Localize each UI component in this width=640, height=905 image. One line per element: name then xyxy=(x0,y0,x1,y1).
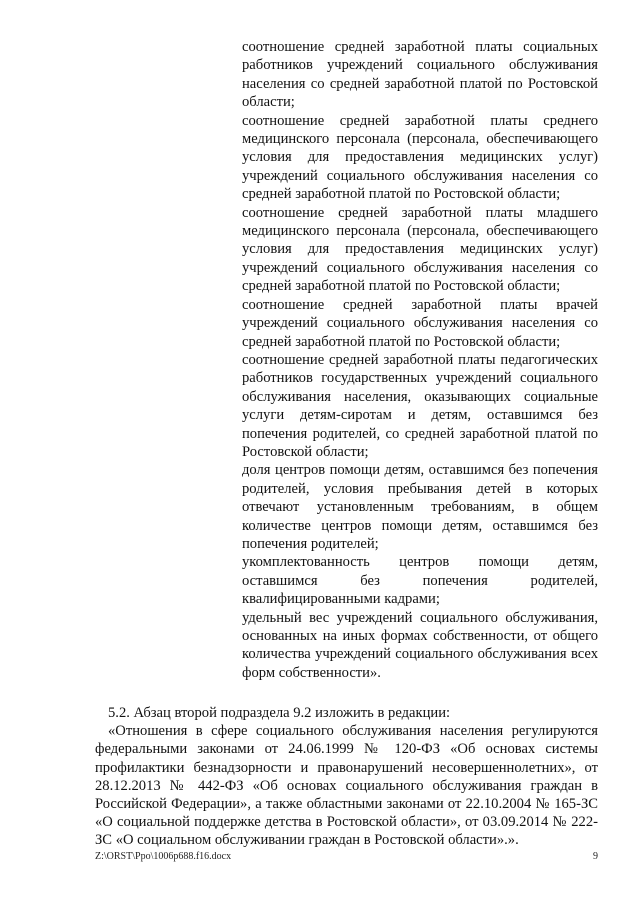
section-heading: 5.2. Абзац второй подраздела 9.2 изложить в редакции: xyxy=(108,705,451,721)
section-5-2 xyxy=(95,704,598,850)
indicator-item-staffing: укомплектованность центров помощи детям, оставшимся без попечения родителей, квалифицированными кадрами; xyxy=(242,554,598,608)
indicator-item-pedagogical: соотношение средней заработной платы педагогических работников государственных учреждений социального обслуживания населения, оказывающих социальные услуги детям-сиротам и детям, оставшимся без попечения родителей, со средней заработной платой по Ростовской области; xyxy=(242,351,598,460)
indicator-list xyxy=(242,38,598,682)
indicator-item-social-workers: соотношение средней заработной платы социальных работников учреждений социального обслуживания населения со средней заработной платой по Ростовской области; xyxy=(242,39,598,111)
indicator-item-ownership-share: удельный вес учреждений социального обслуживания, основанных на иных формах собственности, от общего количества учреждений социального обслуживания всех форм собственности». xyxy=(242,609,598,681)
footer-file-path: Z:\ORST\Ppo\1006p688.f16.docx xyxy=(95,851,232,862)
indicator-item-doctors: соотношение средней заработной платы врачей учреждений социального обслуживания населения со средней заработной платой по Ростовской области; xyxy=(242,296,598,350)
indicator-item-centers-share: доля центров помощи детям, оставшимся без попечения родителей, условия пребывания детей в которых отвечают установленным требованиям, в общем количестве центров помощи детям, оставшимся без попечения родителей; xyxy=(242,462,598,552)
footer-page-number: 9 xyxy=(593,851,598,862)
section-body: «Отношения в сфере социального обслуживания населения регулируются федеральными законами от 24.06.1999 № 120-ФЗ «Об основах системы профилактики безнадзорности и правонарушений несовершеннолетних», от 28.12.2013 № 442-ФЗ «Об основах социального обслуживания граждан в Российской Федерации», а также областными законами от 22.10.2004 № 165-ЗС «О социальной поддержке детства в Ростовской области», от 03.09.2014 № 222-ЗС «О социальном обслуживании граждан в Ростовской области».». xyxy=(95,723,598,849)
indicator-item-junior-medical: соотношение средней заработной платы младшего медицинского персонала (персонала, обеспечивающего условия для предоставления медицинских услуг) учреждений социального обслуживания населения со средней заработной платой по Ростовской области; xyxy=(242,204,598,295)
indicator-item-middle-medical: соотношение средней заработной платы среднего медицинского персонала (персонала, обеспечивающего условия для предоставления медицинских услуг) учреждений социального обслуживания населения со средней заработной платой по Ростовской области; xyxy=(242,112,598,203)
